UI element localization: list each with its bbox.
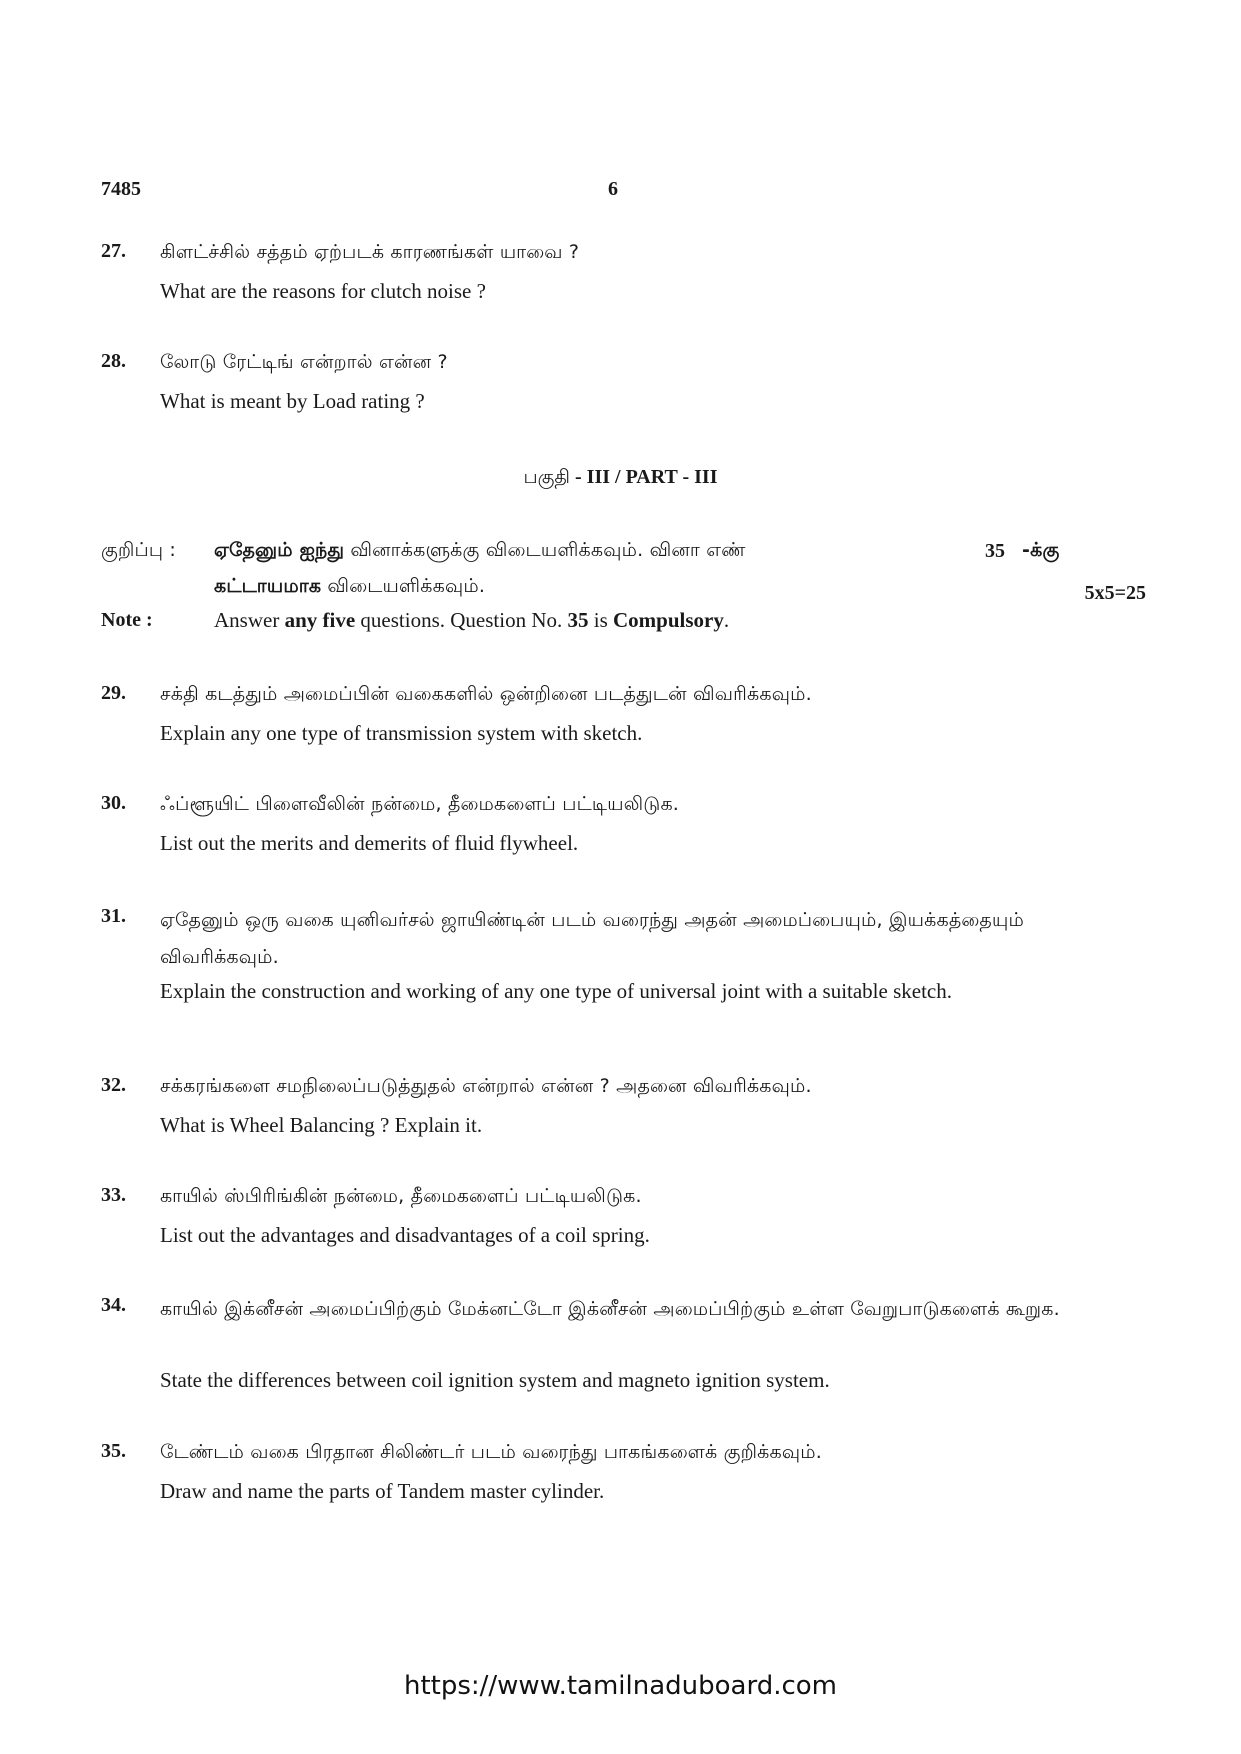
part-title [0,466,1241,491]
question-english: What are the reasons for clutch noise ? [160,279,486,303]
note-tamil-label: குறிப்பு : [101,539,177,561]
note-english-text3: is [588,608,613,632]
note-tamil-text1: வினாக்களுக்கு விடையளிக்கவும். வினா எண் [344,539,746,561]
question-number: 33. [101,1184,126,1206]
question-number: 27. [101,240,126,262]
question-tamil: காயில் இக்னீசன் அமைப்பிற்கும் மேக்னட்டோ இக்னீசன் அமைப்பிற்கும் உள்ள வேறுபாடுகளைக் கூறுக. [160,1298,1060,1320]
question-tamil: காயில் ஸ்பிரிங்கின் நன்மை, தீமைகளைப் பட்டியலிடுக. [160,1185,642,1207]
note-tamil-line2 [214,575,1014,600]
question-english: List out the advantages and disadvantages of a coil spring. [160,1223,650,1247]
question-number: 28. [101,350,126,372]
question-number: 30. [101,792,126,814]
question-english: What is Wheel Balancing ? Explain it. [160,1113,483,1137]
page-number: 6 [608,178,618,200]
question-number: 35. [101,1440,126,1462]
question-tamil: லோடு ரேட்டிங் என்றால் என்ன ? [160,351,448,373]
part-title-tamil: பகுதி [523,466,570,488]
question-tamil: ஃப்ளூயிட் பிளைவீலின் நன்மை, தீமைகளைப் பட்டியலிடுக. [160,793,680,815]
note-english-bold2: 35 [567,608,589,632]
part-title-dash: - [570,466,587,488]
question-number: 31. [101,905,126,927]
note-tamil-suffix: -க்கு [1022,539,1060,561]
question-number: 29. [101,682,126,704]
question-english: Explain any one type of transmission system with sketch. [160,721,643,745]
question-tamil: சக்தி கடத்தும் அமைப்பின் வகைகளில் ஒன்றினை படத்துடன் விவரிக்கவும். [160,683,812,705]
part-title-english: III / PART - III [586,466,718,488]
question-english: State the differences between coil ignition system and magneto ignition system. [160,1368,830,1392]
question-tamil: சக்கரங்களை சமநிலைப்படுத்துதல் என்றால் என்ன ? அதனை விவரிக்கவும். [160,1075,812,1097]
question-english: Explain the construction and working of any one type of universal joint with a suitable sketch. [160,979,952,1003]
note-tamil-bold-any-five: ஏதேனும் ஐந்து [214,539,345,561]
note-english-text1: Answer [214,608,285,632]
question-tamil: கிளட்ச்சில் சத்தம் ஏற்படக் காரணங்கள் யாவை ? [160,241,580,263]
marks-allocation: 5x5=25 [1084,582,1146,604]
note-tamil-bold-compulsory: கட்டாயமாக [214,575,322,597]
note-english-label: Note : [101,609,153,631]
question-tamil: டேண்டம் வகை பிரதான சிலிண்டர் படம் வரைந்து பாகங்களைக் குறிக்கவும். [160,1441,822,1463]
question-number: 34. [101,1294,126,1316]
question-tamil: ஏதேனும் ஒரு வகை யுனிவர்சல் ஜாயிண்டின் படம் வரைந்து அதன் அமைப்பையும், இயக்கத்தையும் விவரிக்கவும். [160,909,1024,968]
note-english-bold1: any five [284,608,356,632]
footer-url-link[interactable]: https://www.tamilnaduboard.com [403,1671,838,1701]
note-english [214,608,729,633]
note-english-text4: . [723,608,730,632]
question-english: What is meant by Load rating ? [160,389,425,413]
question-english: List out the merits and demerits of fluid flywheel. [160,831,579,855]
paper-code: 7485 [101,178,141,200]
note-tamil-qno: 35 [985,540,1005,562]
note-tamil-line1 [214,539,1014,564]
note-english-text2: questions. Question No. [355,608,568,632]
note-tamil-text2: விடையளிக்கவும். [321,575,486,597]
question-number: 32. [101,1074,126,1096]
question-english: Draw and name the parts of Tandem master cylinder. [160,1479,605,1503]
note-english-bold3: Compulsory [613,608,724,632]
